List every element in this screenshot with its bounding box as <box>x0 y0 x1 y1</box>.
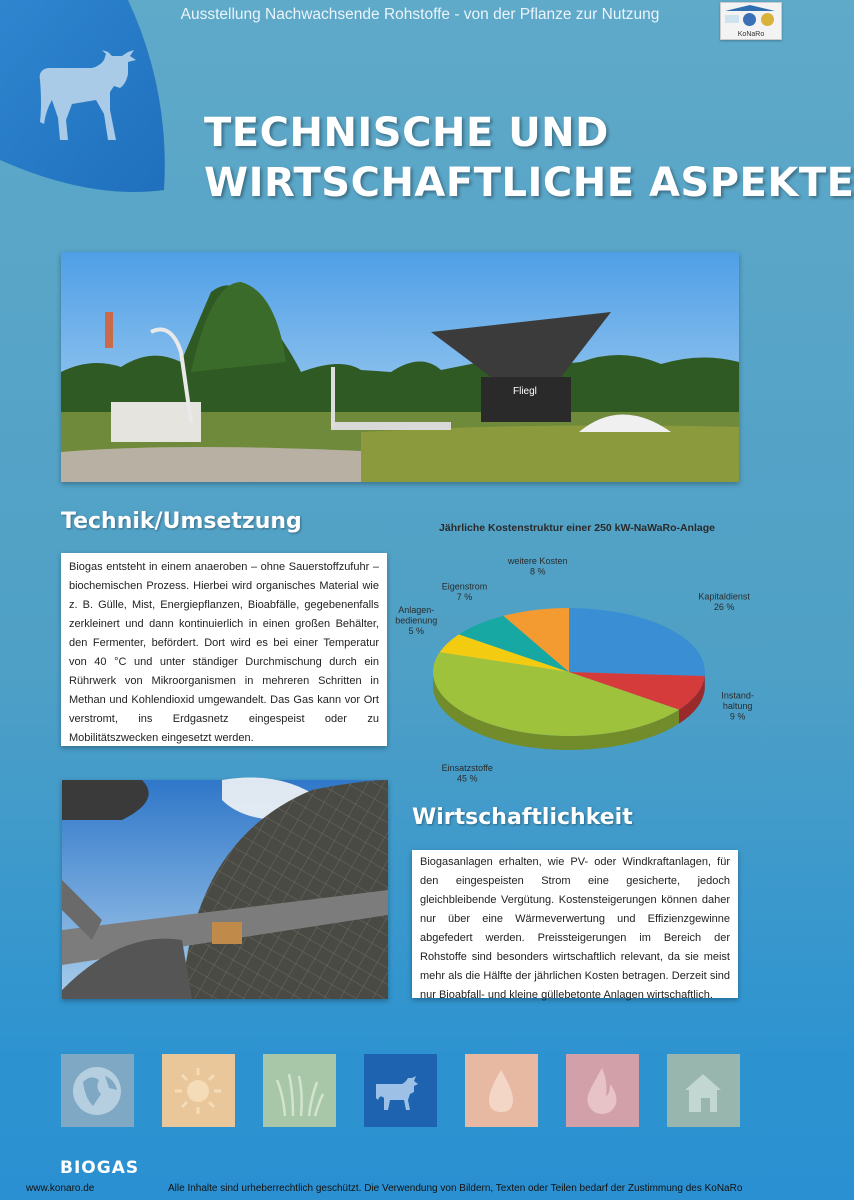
pie-label-4: Eigenstrom 7 % <box>441 581 488 602</box>
tile-house[interactable] <box>667 1054 740 1127</box>
exhibition-title: Ausstellung Nachwachsende Rohstoffe - von der Pflanze zur Nutzung <box>180 6 660 23</box>
pie-label-2: Einsatzstoffe 45 % <box>441 763 493 784</box>
house-icon <box>667 1054 740 1127</box>
section-label: BIOGAS <box>60 1158 140 1178</box>
technik-text: Biogas entsteht in einem anaeroben – ohne Sauerstoffzufuhr – biochemischen Prozess. Hierbei wird organisches Material wie z. B. Gülle, Mist, Energiepflanzen, Bioabfälle, gegebenenfalls zerkleinert und dann kontinuierlich in einen großen Behälter, den Fermenter, befördert. Dort wird es bei einer Temperatur von 40 °C und unter ständiger Durchmischung durch ein Rührwerk von Mikroorganismen in mehreren Schritten in Methan und Kohlendioxid umgewandelt. Das Gas kann vor Ort verstromt, ins Erdgasnetz eingespeist oder zu Mobilitätszwecken eingesetzt werden. <box>69 561 379 744</box>
globe-icon <box>61 1054 134 1127</box>
tile-grass[interactable] <box>263 1054 336 1127</box>
page-title <box>204 108 854 208</box>
wirtschaft-heading: Wirtschaftlichkeit <box>412 805 633 830</box>
pie-label-3: Anlagen-bedienung 5 % <box>395 605 438 637</box>
copyright-notice: Alle Inhalte sind urheberrechtlich geschützt. Die Verwendung von Bildern, Texten oder Teilen bedarf der Zustimmung des KoNaRo <box>168 1183 743 1194</box>
wirtschaft-textbox <box>412 850 738 1001</box>
svg-text:Fliegl: Fliegl <box>513 386 537 397</box>
cow-icon <box>364 1054 437 1127</box>
technik-heading: Technik/Umsetzung <box>61 509 302 534</box>
konaro-logo: KoNaRo <box>720 2 782 40</box>
tile-flame[interactable] <box>566 1054 639 1127</box>
corner-badge <box>0 0 170 198</box>
pie-label-1: Instand-haltung 9 % <box>721 690 754 722</box>
tile-cow[interactable] <box>364 1054 437 1127</box>
tile-drop[interactable] <box>465 1054 538 1127</box>
pie-slice-0 <box>569 608 705 676</box>
pie-label-0: Kapitaldienst 26 % <box>698 591 750 612</box>
fermenter-dome-photo <box>62 780 388 999</box>
technik-textbox <box>61 553 387 746</box>
page-title-line1: TECHNISCHE UND <box>204 110 609 156</box>
sun-icon <box>162 1054 235 1127</box>
wirtschaft-text: Biogasanlagen erhalten, wie PV- oder Windkraftanlagen, für den eingespeisten Strom eine gesicherte, jedoch gleichbleibende Vergütung. Kostensteigerungen können daher nur über eine Wärmeverwertung und Effizienzgewinne abgefedert werden. Preissteigerungen im Bereich der Rohstoffe sind besonders wirtschaftlich relevant, da sie meist mehr als die Hälfte der jährlichen Kosten betragen. Derzeit sind nur Bioabfall- und kleine güllebetonte Anlagen wirtschaftlich. <box>420 856 730 1001</box>
drop-icon <box>465 1054 538 1127</box>
cost-structure-pie-chart <box>395 540 754 784</box>
website-link[interactable]: www.konaro.de <box>26 1183 95 1194</box>
tile-globe[interactable] <box>61 1054 134 1127</box>
page-title-line2: WIRTSCHAFTLICHE ASPEKTE <box>204 160 854 206</box>
chart-title: Jährliche Kostenstruktur einer 250 kW-NaWaRo-Anlage <box>439 522 715 534</box>
tile-sun[interactable] <box>162 1054 235 1127</box>
pie-label-5: weitere Kosten 8 % <box>507 555 568 577</box>
grass-icon <box>263 1054 336 1127</box>
biogas-plant-photo <box>61 252 739 482</box>
flame-icon <box>566 1054 639 1127</box>
